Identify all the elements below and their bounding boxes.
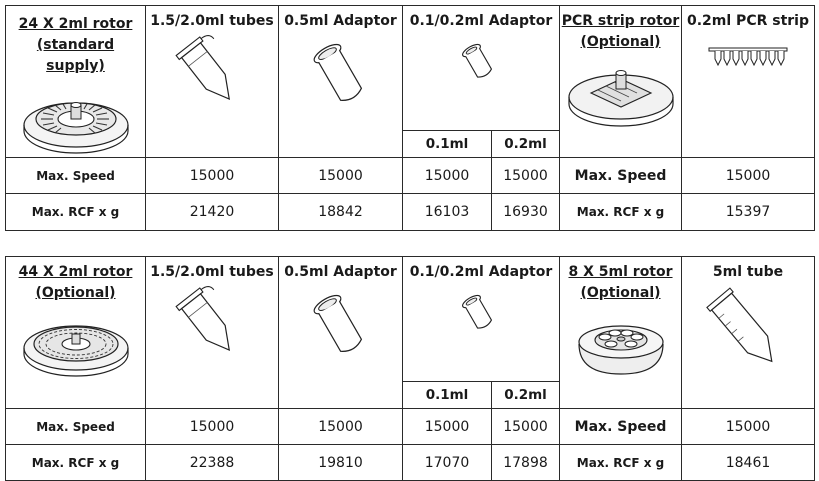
rcf-01ml: 16103 xyxy=(403,194,492,231)
rcf-label-2-t2: Max. RCF x g xyxy=(560,445,682,481)
rcf-02ml: 16930 xyxy=(492,194,560,231)
small-adaptor-icon xyxy=(451,283,511,353)
sub-header-01-2: 0.1ml xyxy=(403,382,492,409)
speed-last: 15000 xyxy=(682,158,815,194)
adaptor-icon xyxy=(301,283,381,373)
rcf-adaptor05: 18842 xyxy=(279,194,403,231)
speed-01ml: 15000 xyxy=(403,158,492,194)
rotor-24-icon xyxy=(21,77,131,157)
adaptor0102-title-2: 0.1/0.2ml Adaptor xyxy=(409,264,553,280)
rcf-adaptor05-t2: 19810 xyxy=(279,445,403,481)
adaptor-icon xyxy=(301,32,381,122)
header-adaptor-0102 xyxy=(403,6,560,131)
header-adaptor-0102-2 xyxy=(403,257,560,382)
rcf-last-t2: 18461 xyxy=(682,445,815,481)
rotor-8x5-icon xyxy=(571,304,671,384)
speed-01ml-t2: 15000 xyxy=(403,409,492,445)
rotor-title-2: 44 X 2ml rotor xyxy=(18,264,133,280)
speed-adaptor05: 15000 xyxy=(279,158,403,194)
speed-02ml: 15000 xyxy=(492,158,560,194)
speed-tubes: 15000 xyxy=(146,158,279,194)
tubes-title-2: 1.5/2.0ml tubes xyxy=(150,264,274,280)
rotor-subtitle: (standard supply) xyxy=(36,37,115,74)
header-tubes xyxy=(146,6,279,158)
tube-5ml-icon xyxy=(698,283,798,383)
rcf-label: Max. RCF x g xyxy=(6,194,146,231)
alt-rotor-title: PCR strip rotor xyxy=(561,13,680,29)
speed-02ml-t2: 15000 xyxy=(492,409,560,445)
rcf-01ml-t2: 17070 xyxy=(403,445,492,481)
rotor-44-icon xyxy=(21,304,131,384)
speed-tubes-t2: 15000 xyxy=(146,409,279,445)
pcr-strip-rotor-icon xyxy=(566,53,676,133)
alt-rotor-subtitle: (Optional) xyxy=(580,34,661,50)
speed-adaptor05-t2: 15000 xyxy=(279,409,403,445)
pcr-strip-icon xyxy=(703,32,793,82)
small-adaptor-icon xyxy=(451,32,511,102)
header-adaptor-05-2 xyxy=(279,257,403,409)
tube-icon xyxy=(167,283,257,373)
header-rotor xyxy=(6,6,146,158)
rcf-label-t2: Max. RCF x g xyxy=(6,445,146,481)
rotor-spec-table-1 xyxy=(5,5,815,231)
rcf-label-2: Max. RCF x g xyxy=(560,194,682,231)
header-tubes-2 xyxy=(146,257,279,409)
adaptor05-title-2: 0.5ml Adaptor xyxy=(284,264,397,280)
sub-header-01: 0.1ml xyxy=(403,131,492,158)
header-last-2 xyxy=(682,257,815,409)
speed-last-t2: 15000 xyxy=(682,409,815,445)
last-title-2: 5ml tube xyxy=(712,264,784,280)
last-title: 0.2ml PCR strip xyxy=(687,13,810,29)
rotor-title: 24 X 2ml rotor xyxy=(18,16,133,32)
adaptor05-title: 0.5ml Adaptor xyxy=(284,13,397,29)
rcf-last: 15397 xyxy=(682,194,815,231)
adaptor0102-title: 0.1/0.2ml Adaptor xyxy=(409,13,553,29)
alt-rotor-title-2: 8 X 5ml rotor xyxy=(568,264,673,280)
tubes-title: 1.5/2.0ml tubes xyxy=(150,13,274,29)
tube-icon xyxy=(167,32,257,122)
alt-rotor-subtitle-2: (Optional) xyxy=(580,285,661,301)
header-last xyxy=(682,6,815,158)
rcf-rotor-t2: 22388 xyxy=(146,445,279,481)
rotor-subtitle-2: (Optional) xyxy=(35,285,116,301)
sub-header-02: 0.2ml xyxy=(492,131,560,158)
header-adaptor-05 xyxy=(279,6,403,158)
header-alt-rotor-2 xyxy=(560,257,682,409)
header-rotor-2 xyxy=(6,257,146,409)
speed-label-t2: Max. Speed xyxy=(6,409,146,445)
rotor-spec-table-2 xyxy=(5,256,815,481)
sub-header-02-2: 0.2ml xyxy=(492,382,560,409)
speed-label-2-t2: Max. Speed xyxy=(560,409,682,445)
rcf-02ml-t2: 17898 xyxy=(492,445,560,481)
header-alt-rotor xyxy=(560,6,682,158)
rcf-rotor: 21420 xyxy=(146,194,279,231)
speed-label: Max. Speed xyxy=(6,158,146,194)
speed-label-2: Max. Speed xyxy=(560,158,682,194)
